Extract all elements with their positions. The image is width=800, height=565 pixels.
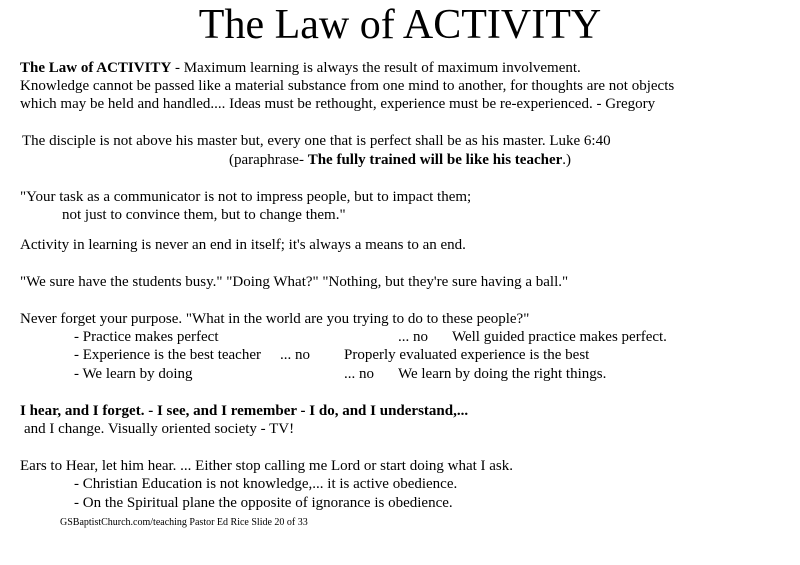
ears-item-2: - On the Spiritual plane the opposite of ignorance is obedience.: [74, 495, 453, 511]
intro-law-name: The Law of ACTIVITY: [20, 60, 172, 76]
ears-item-1: - Christian Education is not knowledge,... it is active obedience.: [74, 476, 458, 492]
hear-line-2: and I change. Visually oriented society - TV!: [24, 421, 295, 437]
quote-line-2: not just to convince them, but to change them.": [62, 207, 346, 223]
intro-line-2: Knowledge cannot be passed like a material substance from one mind to another, for thoughts are not objects: [20, 78, 675, 94]
purpose-no: ... no: [398, 329, 428, 345]
intro-line-3: which may be held and handled.... Ideas must be rethought, experience must be re-experienced. - Gregory: [20, 96, 656, 112]
purpose-no: ... no: [344, 366, 374, 382]
luke-verse: The disciple is not above his master but, every one that is perfect shall be as his master. Luke 6:40: [22, 133, 611, 149]
luke-paraphrase: [0, 151, 800, 169]
hear-see-do: I hear, and I forget. - I see, and I remember - I do, and I understand,...: [20, 403, 469, 419]
purpose-myth: - We learn by doing: [74, 366, 193, 382]
paraphrase-bold: The fully trained will be like his teacher: [307, 152, 563, 168]
purpose-myth: - Experience is the best teacher: [74, 347, 261, 363]
activity-statement: Activity in learning is never an end in itself; it's always a means to an end.: [20, 237, 466, 253]
slide-footer: GSBaptistChurch.com/teaching Pastor Ed Rice Slide 20 of 33: [60, 517, 308, 528]
busy-quote: "We sure have the students busy." "Doing What?" "Nothing, but they're sure having a ball.": [20, 274, 569, 290]
intro-line-1: [20, 59, 581, 77]
paraphrase-close: .): [562, 152, 572, 168]
purpose-truth: We learn by doing the right things.: [398, 366, 607, 382]
quote-line-1: "Your task as a communicator is not to impress people, but to impact them;: [20, 189, 472, 205]
slide-title: The Law of ACTIVITY: [198, 2, 602, 48]
intro-definition: - Maximum learning is always the result of maximum involvement.: [171, 60, 581, 76]
purpose-myth: - Practice makes perfect: [74, 329, 219, 345]
paraphrase-open: (paraphrase-: [228, 152, 308, 168]
purpose-truth: Properly evaluated experience is the best: [344, 347, 590, 363]
purpose-line: Never forget your purpose. "What in the world are you trying to do to these people?": [20, 311, 530, 327]
purpose-truth: Well guided practice makes perfect.: [452, 329, 667, 345]
purpose-no: ... no: [280, 347, 310, 363]
ears-line: Ears to Hear, let him hear. ... Either stop calling me Lord or start doing what I ask.: [20, 458, 514, 474]
